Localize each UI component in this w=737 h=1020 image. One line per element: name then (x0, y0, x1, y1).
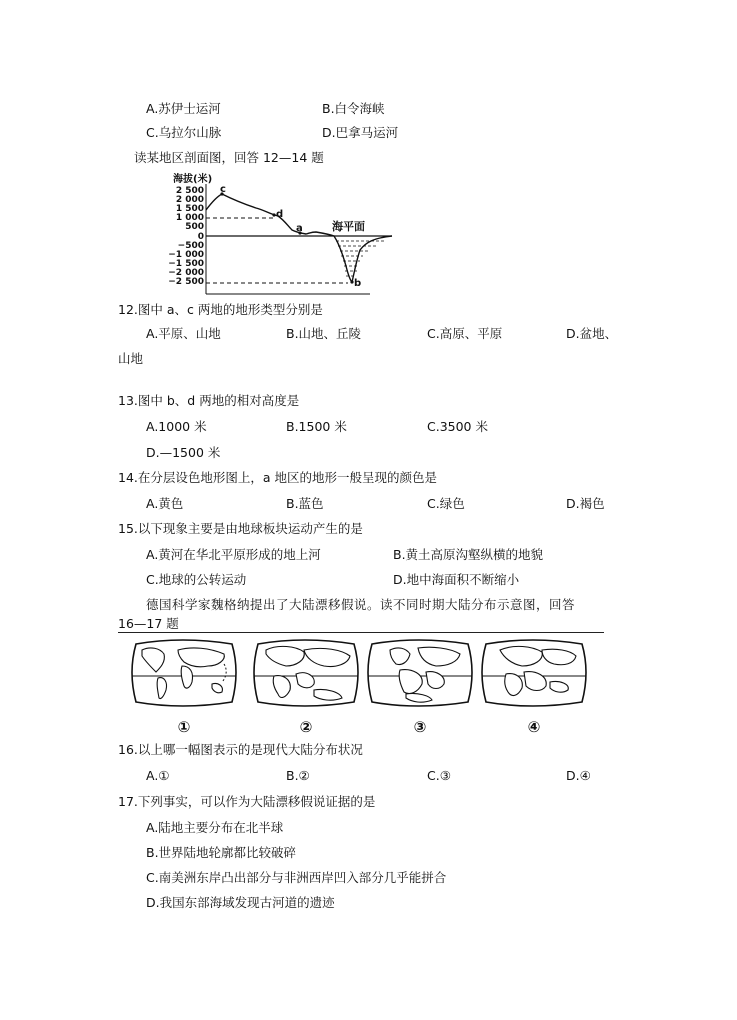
elevation-profile-figure (160, 170, 400, 298)
q15-option-c: C.地球的公转运动 (146, 572, 247, 587)
q13-option-d: D.—1500 米 (146, 445, 221, 460)
point-label-b: b (354, 278, 362, 289)
q14-option-c: C.绿色 (427, 496, 465, 511)
q14-option-d: D.褐色 (566, 496, 605, 511)
tick-label: −2 000 (168, 268, 204, 278)
q15-option-d: D.地中海面积不断缩小 (393, 572, 520, 587)
q14-option-a: A.黄色 (146, 496, 184, 511)
q14-option-b: B.蓝色 (286, 496, 324, 511)
q13-option-b: B.1500 米 (286, 419, 347, 434)
intro-12-14: 读某地区剖面图，回答 12—14 题 (134, 150, 324, 165)
q11-option-a: A.苏伊士运河 (146, 101, 221, 116)
q15-option-b: B.黄土高原沟壑纵横的地貌 (393, 547, 544, 562)
q17-option-c: C.南美洲东岸凸出部分与非洲西岸凹入部分几乎能拼合 (146, 870, 447, 885)
tick-label: 500 (185, 222, 204, 232)
point-label-c: c (220, 184, 226, 195)
q12-option-d: D.盆地、 (566, 326, 618, 341)
q14-stem: 14.在分层设色地形图上，a 地区的地形一般呈现的颜色是 (118, 470, 438, 485)
q12-option-b: B.山地、丘陵 (286, 326, 362, 341)
q13-option-c: C.3500 米 (427, 419, 488, 434)
tick-label: 2 500 (175, 186, 204, 196)
q15-option-a: A.黄河在华北平原形成的地上河 (146, 547, 321, 562)
q16-option-d: D.④ (566, 768, 591, 783)
divider-line (118, 632, 604, 633)
tick-label: −2 500 (168, 277, 204, 287)
q16-option-b: B.② (286, 768, 310, 783)
q16-option-c: C.③ (427, 768, 451, 783)
q17-stem: 17.下列事实，可以作为大陆漂移假说证据的是 (118, 794, 376, 809)
tick-label: 1 500 (175, 204, 204, 214)
q11-option-d: D.巴拿马运河 (322, 125, 399, 140)
q11-option-b: B.白令海峡 (322, 101, 385, 116)
map-label-1: ① (177, 718, 191, 736)
tick-label: 0 (197, 232, 204, 242)
intro-16-17-line2: 16—17 题 (118, 616, 179, 631)
tick-label: −500 (177, 241, 204, 251)
map-label-3: ③ (413, 718, 427, 736)
q17-option-d: D.我国东部海域发现古河道的遗迹 (146, 895, 335, 910)
map-label-4: ④ (527, 718, 541, 736)
y-axis-title: 海拔(米) (173, 174, 213, 185)
point-label-a: a (296, 223, 303, 234)
sea-level-label: 海平面 (332, 220, 365, 233)
map-label-2: ② (299, 718, 313, 736)
q12-option-c: C.高原、平原 (427, 326, 503, 341)
q17-option-b: B.世界陆地轮廓都比较破碎 (146, 845, 297, 860)
q16-stem: 16.以上哪一幅图表示的是现代大陆分布状况 (118, 742, 363, 757)
intro-16-17-line1: 德国科学家魏格纳提出了大陆漂移假说。读不同时期大陆分布示意图，回答 (146, 597, 576, 612)
q17-option-a: A.陆地主要分布在北半球 (146, 820, 284, 835)
q13-stem: 13.图中 b、d 两地的相对高度是 (118, 393, 300, 408)
tick-label: −1 500 (168, 259, 204, 269)
q15-stem: 15.以下现象主要是由地球板块运动产生的是 (118, 521, 363, 536)
terrain-profile-line (206, 194, 392, 282)
tick-label: −1 000 (168, 250, 204, 260)
point-label-d: d (276, 209, 284, 220)
q13-option-a: A.1000 米 (146, 419, 207, 434)
q11-option-c: C.乌拉尔山脉 (146, 125, 222, 140)
q12-option-d-continued: 山地 (118, 351, 144, 366)
q12-stem: 12.图中 a、c 两地的地形类型分别是 (118, 302, 323, 317)
tick-label: 2 000 (175, 195, 204, 205)
continental-drift-maps (128, 636, 608, 740)
q16-option-a: A.① (146, 768, 170, 783)
q12-option-a: A.平原、山地 (146, 326, 221, 341)
tick-label: 1 000 (175, 213, 204, 223)
